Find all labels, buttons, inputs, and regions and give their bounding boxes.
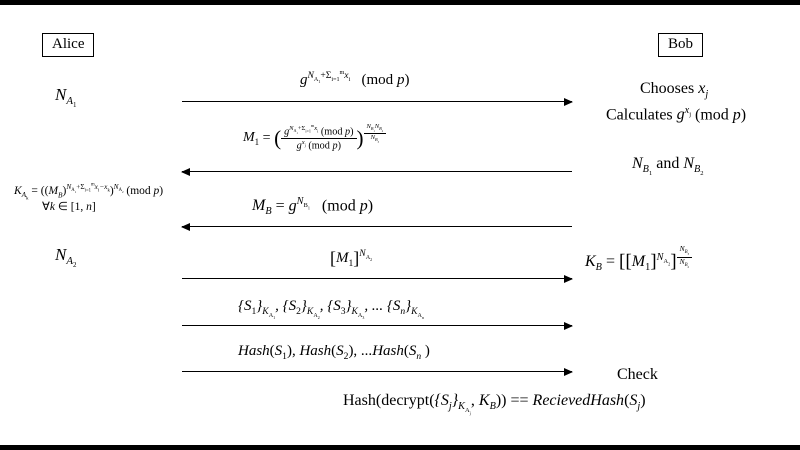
right-label-nb1-nb2: $N_{B_1}$ and $N_{B_2}$ bbox=[632, 155, 704, 178]
left-label-na1: $N_{A_1}$ bbox=[55, 85, 77, 110]
actor-bob-text: Bob bbox=[668, 36, 694, 52]
arrowhead-icon bbox=[181, 223, 190, 231]
actor-label-bob bbox=[658, 33, 703, 57]
arrowhead-icon bbox=[564, 368, 573, 376]
right-calculates-word: Calculates bbox=[606, 106, 673, 124]
message-arrow-msg4 bbox=[182, 278, 572, 279]
right-label-kb: $K_B = [[M_1]^{N_{A_2}}]$ $^{\frac{N_{B_3}}{N_{B_2}}}$ bbox=[585, 245, 692, 273]
arrowhead-icon bbox=[564, 275, 573, 283]
message-label-msg3: $M_B = g^{N_{B_1}}$ (mod p) bbox=[252, 196, 374, 218]
message-arrow-msg6 bbox=[182, 371, 572, 372]
arrowhead-icon bbox=[181, 168, 190, 176]
right-label-check: Check bbox=[617, 366, 658, 383]
left-label-na2: $N_{A_2}$ bbox=[55, 245, 77, 270]
message-label-msg1: $g^{N_{A_1}+\Sigma_{i=1}^mx_i}$ (mod p) bbox=[300, 70, 410, 89]
right-label-calculates: Calculates $g^{x_j}$ (mod p) bbox=[606, 105, 747, 124]
right-chooses-word: Chooses bbox=[640, 80, 695, 97]
message-label-msg5: $\{S_1\}_{K_{A_1}}$, $\{S_2\}_{K_{A_2}}$, $\{S_3\}_{K_{A_3}}$, ... $\{S_n\}_{K_{A_n}}$ bbox=[238, 298, 424, 321]
actor-label-alice bbox=[42, 33, 94, 57]
message-arrow-msg1 bbox=[182, 101, 572, 102]
message-arrow-msg3 bbox=[182, 226, 572, 227]
message-label-msg6: $Hash(S_1)$, $Hash(S_2)$, $...Hash(S_n$ ) bbox=[238, 343, 430, 362]
message-label-msg4: $[M_1]^{N_{A_2}}$ bbox=[330, 248, 373, 269]
actor-alice-text: Alice bbox=[52, 36, 85, 52]
arrowhead-icon bbox=[564, 322, 573, 330]
letterbox-bar-top bbox=[0, 0, 800, 5]
message-arrow-msg2 bbox=[182, 171, 572, 172]
letterbox-bar-bottom bbox=[0, 445, 800, 450]
right-label-chooses: Chooses $x_j$ bbox=[640, 80, 709, 101]
right-label-check-expression: $Hash(decrypt(\{S_j\}_{K_{A_j}}$, $K_B$)) == $RecievedHash(S_j)$ bbox=[343, 392, 646, 416]
message-label-msg2: $M_1$ = ( $\frac{g^{N_{A_1}+\Sigma_{i=1}^mx_i} (mod p)}{g^{x_j} (mod p)}$ ) $^{\frac{N_{B_1}N_{B_2}}{N_{B_3}}}$ bbox=[243, 123, 386, 152]
message-arrow-msg5 bbox=[182, 325, 572, 326]
left-label-kak-forall: ∀k ∈ [1, n] bbox=[42, 201, 96, 213]
arrowhead-icon bbox=[564, 98, 573, 106]
left-label-kak: $K_{A_k} = ((M_B)^{N_{A_1}+\Sigma_{i=1}^mx_i-x_k})^{N_{A_2}}$ (mod p) bbox=[14, 182, 164, 202]
